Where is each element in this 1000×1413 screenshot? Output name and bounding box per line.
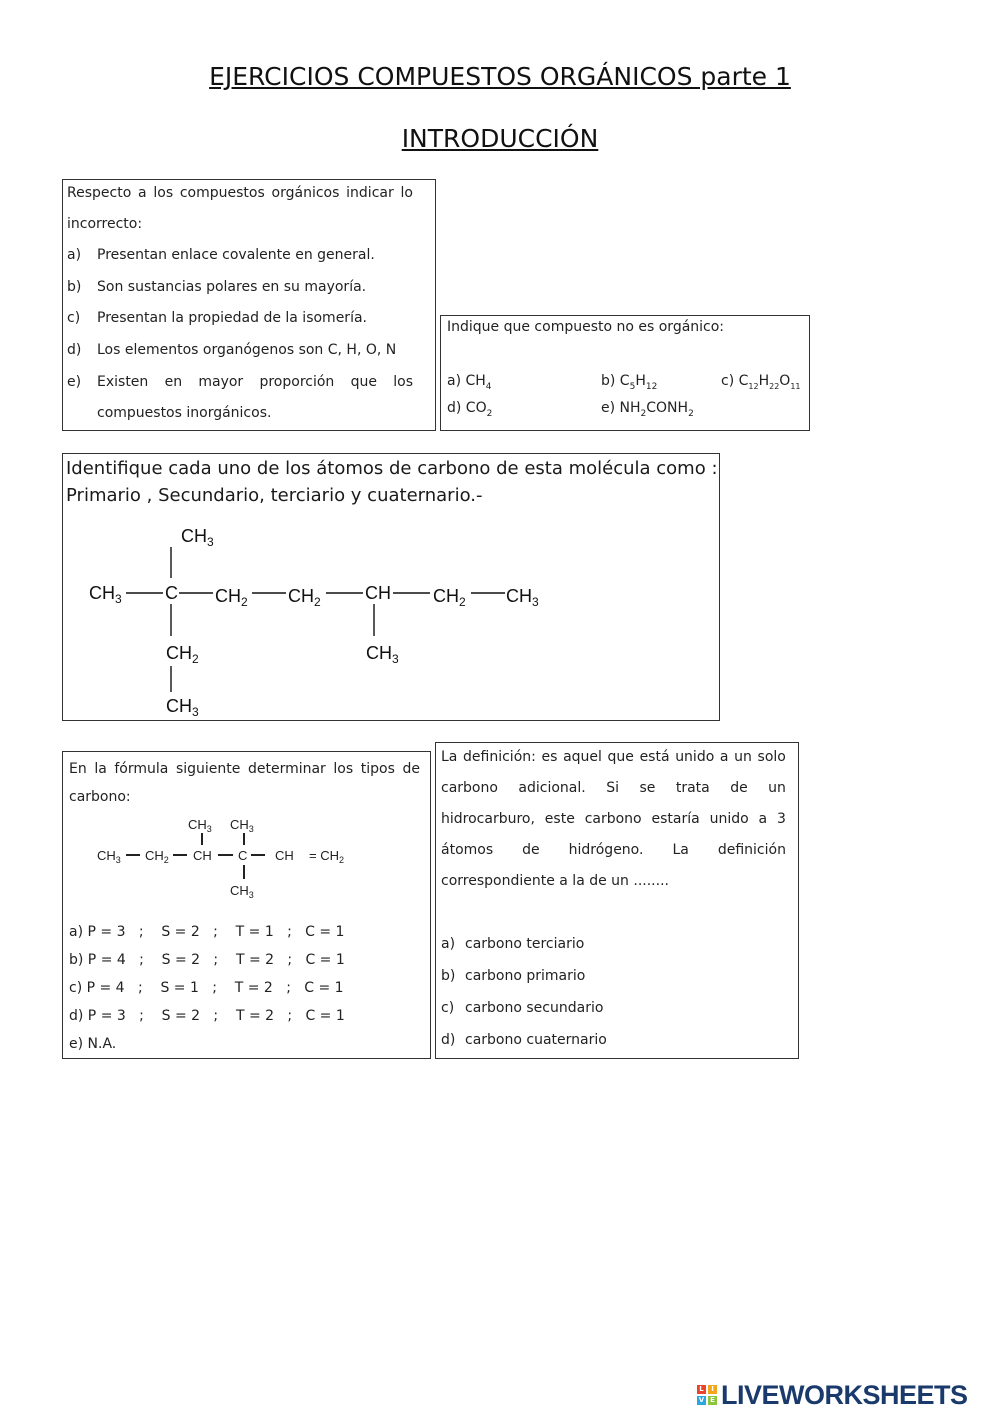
q1-option-text: Los elementos organógenos son C, H, O, N xyxy=(97,341,397,358)
word: de xyxy=(402,761,420,777)
q4-option: e) N.A. xyxy=(69,1036,117,1052)
liveworksheets-logo xyxy=(697,1378,968,1412)
word: de xyxy=(730,780,748,796)
word: definición: xyxy=(463,749,536,765)
word: lo xyxy=(400,185,413,201)
logo-mark-icon xyxy=(697,1385,717,1405)
q4-stem-line2: carbono: xyxy=(69,789,131,805)
word: carbono xyxy=(584,811,642,827)
question-box-definition xyxy=(435,742,799,1059)
question-box-formula-carbon-types xyxy=(62,751,431,1059)
q5-option-letter: a) xyxy=(441,936,456,952)
word: a xyxy=(719,749,729,765)
word: en xyxy=(164,374,183,390)
word: compuestos xyxy=(179,185,265,201)
word: determinar xyxy=(247,761,326,777)
word: este xyxy=(544,811,575,827)
word: átomos xyxy=(441,842,494,858)
logo-text: LIVEWORKSHEETS xyxy=(721,1379,968,1410)
word: está xyxy=(639,749,670,765)
word: un xyxy=(734,749,752,765)
q3-stem-line1: Identifique cada uno de los átomos de carbono de esta molécula como : xyxy=(66,458,718,479)
q5-stem-last: correspondiente a la de un ........ xyxy=(441,873,669,889)
word: a xyxy=(758,811,768,827)
q4-option: d) P = 3 ; S = 2 ; T = 2 ; C = 1 xyxy=(69,1008,345,1024)
word: que xyxy=(607,749,634,765)
q1-option-text: Son sustancias polares en su mayoría. xyxy=(97,278,367,295)
formula-ch3: $CH_3$ xyxy=(97,848,121,865)
q4-option: c) P = 4 ; S = 1 ; T = 2 ; C = 1 xyxy=(69,980,344,996)
q1-option-e-line2: compuestos inorgánicos. xyxy=(97,405,272,421)
atom-ch3-top xyxy=(181,526,214,549)
q5-option-letter: c) xyxy=(441,1000,455,1016)
word: 3 xyxy=(777,811,786,827)
word: la xyxy=(94,761,107,777)
word: solo xyxy=(757,749,786,765)
word: Respecto xyxy=(67,185,132,201)
question-box-carbon-types-molecule xyxy=(62,453,720,721)
atom-label: CH xyxy=(181,526,207,546)
word: estaría xyxy=(651,811,700,827)
word: adicional. xyxy=(518,780,586,796)
q1-option-text: Presentan enlace covalente en general. xyxy=(97,247,375,263)
q2-option-d: d) $CO_2$ xyxy=(447,400,493,419)
atom-ch2-2: $CH_2$ xyxy=(288,586,321,609)
word: aquel xyxy=(563,749,602,765)
q5-option-letter: b) xyxy=(441,968,456,984)
word: En xyxy=(69,761,87,777)
logo-tile: L xyxy=(697,1385,706,1394)
q2-option-b: b) $C_5H_{12}$ xyxy=(601,373,658,392)
formula-ch: CH xyxy=(193,848,212,863)
word: mayor xyxy=(198,374,244,390)
word: un xyxy=(768,780,786,796)
q1-option-letter: c) xyxy=(67,310,81,326)
word: orgánicos xyxy=(271,185,340,201)
word: La xyxy=(441,749,458,765)
atom-subscript: 3 xyxy=(207,535,214,549)
atom-ch2-3: $CH_2$ xyxy=(433,586,466,609)
q1-stem-line1 xyxy=(67,185,413,201)
q1-option-text: Presentan la propiedad de la isomería. xyxy=(97,310,367,326)
formula-ch3-top2: $CH_3$ xyxy=(230,817,254,834)
word: La xyxy=(672,842,689,858)
word: indicar xyxy=(346,185,394,201)
logo-tile: V xyxy=(698,1396,705,1404)
worksheet-subtitle: INTRODUCCIÓN xyxy=(401,124,599,153)
formula-ch3-top1: $CH_3$ xyxy=(188,817,212,834)
atom-ch3-right: $CH_3$ xyxy=(506,586,539,609)
word: los xyxy=(393,374,413,390)
word: hidrocarburo, xyxy=(441,811,535,827)
q1-stem-line2: incorrecto: xyxy=(67,216,143,232)
word: unido xyxy=(675,749,715,765)
word: siguiente xyxy=(175,761,241,777)
logo-tile: I xyxy=(708,1385,717,1394)
formula-eq-ch2: = $CH_2$ xyxy=(309,848,344,865)
atom-ch2-branch: $CH_2$ xyxy=(166,643,199,666)
atom-ch3-left: $CH_3$ xyxy=(89,583,122,606)
q3-stem-line2: Primario , Secundario, terciario y cuaternario.- xyxy=(66,485,483,506)
q5-option-text: carbono terciario xyxy=(465,936,585,952)
word: Existen xyxy=(97,374,149,390)
worksheet-title: EJERCICIOS COMPUESTOS ORGÁNICOS parte 1 xyxy=(209,62,791,91)
q1-option-letter: d) xyxy=(67,341,82,358)
word: definición xyxy=(717,842,786,858)
word: carbono xyxy=(441,780,498,796)
word: hidrógeno. xyxy=(568,842,644,858)
word: fórmula xyxy=(114,761,169,777)
q4-option: b) P = 4 ; S = 2 ; T = 2 ; C = 1 xyxy=(69,952,345,968)
formula-ch2: $CH_2$ xyxy=(145,848,169,865)
q5-option-text: carbono secundario xyxy=(465,1000,604,1016)
atom-ch3-bottom: $CH_3$ xyxy=(166,696,199,719)
atom-ch2-1: $CH_2$ xyxy=(215,586,248,609)
q1-option-letter: b) xyxy=(67,278,82,295)
q5-stem-line xyxy=(441,780,786,796)
q1-option-letter: a) xyxy=(67,247,82,263)
word: que xyxy=(350,374,377,390)
q2-stem: Indique que compuesto no es orgánico: xyxy=(447,319,725,335)
q4-option: a) P = 3 ; S = 2 ; T = 1 ; C = 1 xyxy=(69,924,345,940)
word: los xyxy=(333,761,354,777)
q5-option-text: carbono cuaternario xyxy=(465,1032,607,1048)
q2-option-c: c) $C_{12}H_{22}O_{11}$ xyxy=(721,373,801,391)
word: se xyxy=(639,780,656,796)
question-box-incorrect-statement xyxy=(62,179,436,431)
q2-option-e: e) $NH_2CONH_2$ xyxy=(601,400,694,419)
atom-ch3-branch-right: $CH_3$ xyxy=(366,643,399,666)
logo-tile: E xyxy=(708,1396,717,1405)
word: trata xyxy=(675,780,710,796)
q1-option-e-letter: e) xyxy=(67,374,82,390)
word: Si xyxy=(606,780,619,796)
formula-c: C xyxy=(238,848,248,863)
word: a xyxy=(138,185,147,201)
word: tipos xyxy=(360,761,395,777)
q4-stem-line1 xyxy=(69,761,420,777)
question-box-not-organic xyxy=(440,315,810,431)
word: proporción xyxy=(259,374,335,390)
q5-option-letter: d) xyxy=(441,1032,456,1048)
word: de xyxy=(522,842,540,858)
q2-option-a: a) $CH_4$ xyxy=(447,373,492,392)
molecule-structure xyxy=(63,454,721,722)
q1-option-e-line1 xyxy=(97,374,413,390)
atom-ch: CH xyxy=(365,583,391,603)
q5-stem-line xyxy=(441,842,786,858)
q5-option-text: carbono primario xyxy=(465,968,586,984)
formula-ch-2: CH xyxy=(275,848,294,863)
word: los xyxy=(153,185,174,201)
q5-stem-line xyxy=(441,811,786,827)
word: unido xyxy=(709,811,749,827)
atom-c-quaternary: C xyxy=(165,583,178,603)
q5-stem-line xyxy=(441,749,786,765)
formula-ch3-bottom: $CH_3$ xyxy=(230,883,254,900)
word: es xyxy=(541,749,558,765)
